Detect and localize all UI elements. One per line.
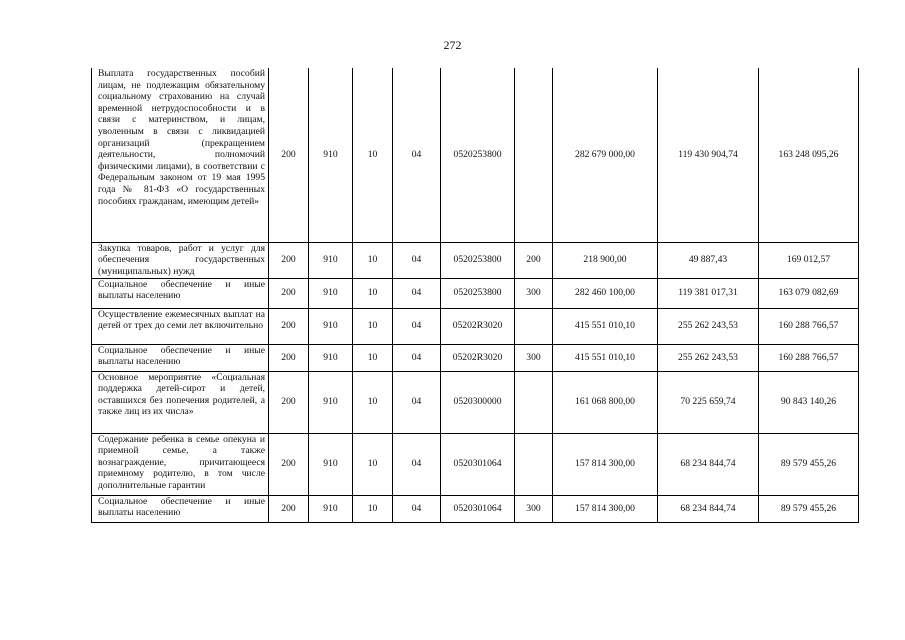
expense-type-cell [515,371,553,433]
target-article-cell: 0520301064 [441,433,515,495]
row-description: Выплата государственных пособий лицам, не подлежащим обязательному социальному страхованию на случай временной нетрудоспособности и в связи с материнством, и лицам, уволенным в связи с ликвидацией организаций (прекращением деятельности, полномочий физическими лицами), в соответствии с Федеральным законом от 19 мая 1995 года № 81-ФЗ «О государственных пособиях гражданам, имеющим детей» [92,68,269,242]
admin-code-cell: 200 [269,495,309,522]
remainder-amount-cell: 89 579 455,26 [759,433,859,495]
executed-amount-cell: 255 262 243,53 [658,308,759,344]
admin-code-cell: 200 [269,371,309,433]
table-row [92,371,859,433]
row-description: Закупка товаров, работ и услуг для обеспечения государственных (муниципальных) нужд [92,242,269,278]
expense-type-cell: 300 [515,495,553,522]
expense-type-cell [515,68,553,242]
ministry-code-cell: 910 [309,68,353,242]
ministry-code-cell: 910 [309,433,353,495]
remainder-amount-cell: 89 579 455,26 [759,495,859,522]
table-row [92,68,859,242]
ministry-code-cell: 910 [309,308,353,344]
approved-amount-cell: 161 068 800,00 [553,371,658,433]
target-article-cell: 0520300000 [441,371,515,433]
executed-amount-cell: 119 430 904,74 [658,68,759,242]
expense-type-cell: 300 [515,278,553,308]
approved-amount-cell: 282 679 000,00 [553,68,658,242]
expense-type-cell [515,308,553,344]
section-cell: 10 [353,308,393,344]
remainder-amount-cell: 160 288 766,57 [759,344,859,371]
remainder-amount-cell: 163 079 082,69 [759,278,859,308]
row-description: Социальное обеспечение и иные выплаты населению [92,278,269,308]
ministry-code-cell: 910 [309,344,353,371]
ministry-code-cell: 910 [309,371,353,433]
remainder-amount-cell: 169 012,57 [759,242,859,278]
executed-amount-cell: 68 234 844,74 [658,495,759,522]
ministry-code-cell: 910 [309,495,353,522]
subsection-cell: 04 [393,495,441,522]
executed-amount-cell: 68 234 844,74 [658,433,759,495]
table-row [92,242,859,278]
budget-table-body [92,68,859,522]
target-article-cell: 0520253800 [441,68,515,242]
section-cell: 10 [353,371,393,433]
approved-amount-cell: 157 814 300,00 [553,495,658,522]
ministry-code-cell: 910 [309,242,353,278]
subsection-cell: 04 [393,308,441,344]
section-cell: 10 [353,68,393,242]
executed-amount-cell: 255 262 243,53 [658,344,759,371]
executed-amount-cell: 119 381 017,31 [658,278,759,308]
row-description: Содержание ребенка в семье опекуна и приемной семье, а также вознаграждение, причитающееся приемному родителю, в том числе дополнительные гарантии [92,433,269,495]
approved-amount-cell: 218 900,00 [553,242,658,278]
row-description: Основное мероприятие «Социальная поддержка детей-сирот и детей, оставшихся без попечения родителей, а также лиц из их числа» [92,371,269,433]
table-row [92,433,859,495]
admin-code-cell: 200 [269,433,309,495]
budget-table [91,68,859,523]
remainder-amount-cell: 160 288 766,57 [759,308,859,344]
section-cell: 10 [353,344,393,371]
approved-amount-cell: 282 460 100,00 [553,278,658,308]
section-cell: 10 [353,242,393,278]
target-article-cell: 05202R3020 [441,308,515,344]
section-cell: 10 [353,433,393,495]
executed-amount-cell: 70 225 659,74 [658,371,759,433]
table-row [92,495,859,522]
ministry-code-cell: 910 [309,278,353,308]
table-row [92,344,859,371]
table-row [92,278,859,308]
page-number: 272 [443,38,462,52]
target-article-cell: 0520301064 [441,495,515,522]
admin-code-cell: 200 [269,68,309,242]
subsection-cell: 04 [393,242,441,278]
approved-amount-cell: 415 551 010,10 [553,344,658,371]
expense-type-cell: 300 [515,344,553,371]
target-article-cell: 05202R3020 [441,344,515,371]
executed-amount-cell: 49 887,43 [658,242,759,278]
target-article-cell: 0520253800 [441,278,515,308]
expense-type-cell: 200 [515,242,553,278]
approved-amount-cell: 415 551 010,10 [553,308,658,344]
admin-code-cell: 200 [269,278,309,308]
expense-type-cell [515,433,553,495]
section-cell: 10 [353,495,393,522]
admin-code-cell: 200 [269,308,309,344]
table-row [92,308,859,344]
remainder-amount-cell: 163 248 095,26 [759,68,859,242]
subsection-cell: 04 [393,68,441,242]
subsection-cell: 04 [393,371,441,433]
row-description: Осуществление ежемесячных выплат на детей от трех до семи лет включительно [92,308,269,344]
row-description: Социальное обеспечение и иные выплаты населению [92,344,269,371]
row-description: Социальное обеспечение и иные выплаты населению [92,495,269,522]
subsection-cell: 04 [393,344,441,371]
admin-code-cell: 200 [269,242,309,278]
section-cell: 10 [353,278,393,308]
admin-code-cell: 200 [269,344,309,371]
subsection-cell: 04 [393,433,441,495]
target-article-cell: 0520253800 [441,242,515,278]
remainder-amount-cell: 90 843 140,26 [759,371,859,433]
subsection-cell: 04 [393,278,441,308]
approved-amount-cell: 157 814 300,00 [553,433,658,495]
